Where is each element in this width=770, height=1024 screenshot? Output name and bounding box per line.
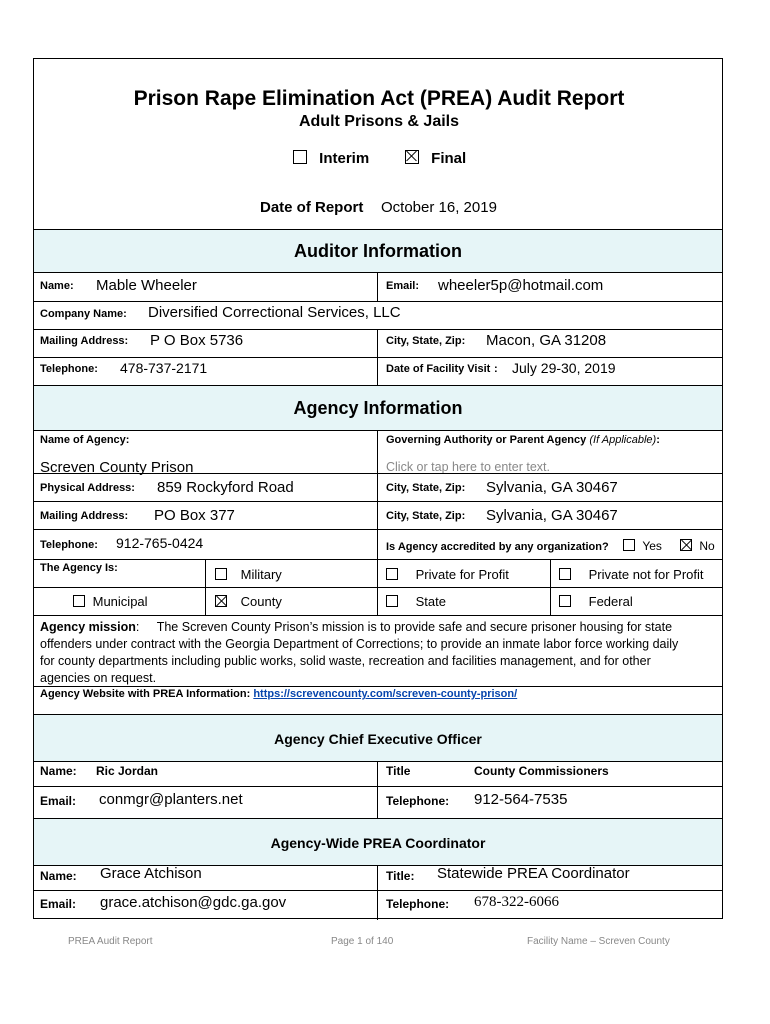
mailing-csz: Sylvania, GA 30467	[486, 507, 618, 524]
footer-right: Facility Name – Screven County	[527, 936, 670, 947]
physical-csz-label: City, State, Zip:	[386, 482, 466, 494]
physical-address-label: Physical Address:	[40, 482, 135, 494]
visit-date: July 29-30, 2019	[512, 360, 616, 376]
agency-mission: Agency mission: The Screven County Prison’s mission is to provide safe and secure prisoner housing for state offenders under contract with the Georgia Department of Corrections; to provide an inmate labor force working daily for county departments including public works, solid waste, recreation and facilities management, and for other agencies on request.	[40, 620, 679, 685]
ceo-phone-label: Telephone:	[386, 794, 450, 808]
coordinator-phone: 678-322-6066	[474, 894, 559, 910]
agency-mailing: PO Box 377	[154, 507, 235, 524]
agency-website-link[interactable]: https://screvencounty.com/screven-county-prison/	[253, 688, 518, 700]
military-checkbox[interactable]	[215, 568, 227, 580]
county-checkbox[interactable]	[215, 595, 227, 607]
ceo-title-label: Title	[386, 764, 411, 778]
agency-name: Screven County Prison	[40, 459, 194, 476]
coordinator-name: Grace Atchison	[100, 865, 202, 882]
auditor-email-label: Email:	[386, 280, 420, 292]
coordinator-title: Statewide PREA Coordinator	[437, 865, 630, 882]
federal-checkbox[interactable]	[559, 595, 571, 607]
auditor-csz-label: City, State, Zip:	[386, 335, 466, 347]
gov-authority-label: Governing Authority or Parent Agency (If Applicable):	[386, 434, 660, 446]
type-private-profit-option[interactable]: Private for Profit	[386, 567, 509, 582]
state-checkbox[interactable]	[386, 595, 398, 607]
type-military-option[interactable]: Military	[215, 567, 282, 582]
agency-mailing-label: Mailing Address:	[40, 510, 129, 522]
type-state-option[interactable]: State	[386, 594, 446, 609]
date-label: Date of Report	[260, 199, 364, 216]
date-value: October 16, 2019	[381, 199, 497, 216]
type-county-option[interactable]: County	[215, 594, 282, 609]
auditor-name-label: Name:	[40, 280, 74, 292]
final-option[interactable]	[405, 150, 466, 167]
website-label: Agency Website with PREA Information:	[40, 688, 251, 700]
ceo-email: conmgr@planters.net	[99, 791, 243, 808]
ceo-section-heading: Agency Chief Executive Officer	[34, 714, 722, 762]
mission-label: Agency mission	[40, 620, 136, 634]
ceo-phone: 912-564-7535	[474, 791, 568, 808]
accredited-label: Is Agency accredited by any organization?	[386, 541, 609, 553]
accredited-no-option[interactable]: No	[680, 539, 715, 553]
agency-is-label: The Agency Is:	[40, 562, 118, 574]
interim-checkbox[interactable]	[293, 150, 307, 164]
ceo-name: Ric Jordan	[96, 764, 159, 778]
gov-authority-input[interactable]: Click or tap here to enter text.	[386, 460, 550, 474]
coordinator-email: grace.atchison@gdc.ga.gov	[100, 894, 287, 911]
municipal-checkbox[interactable]	[73, 595, 85, 607]
coordinator-section-heading: Agency-Wide PREA Coordinator	[34, 818, 722, 866]
agency-name-label: Name of Agency:	[40, 434, 130, 446]
accredited-no-checkbox[interactable]	[680, 539, 692, 551]
auditor-mailing-label: Mailing Address:	[40, 335, 129, 347]
ceo-email-label: Email:	[40, 794, 77, 808]
coordinator-name-label: Name:	[40, 869, 77, 883]
company-name: Diversified Correctional Services, LLC	[148, 304, 401, 321]
ceo-name-label: Name:	[40, 764, 77, 778]
accredited-yes-checkbox[interactable]	[623, 539, 635, 551]
auditor-phone-label: Telephone:	[40, 363, 98, 375]
type-private-nonprofit-option[interactable]: Private not for Profit	[559, 567, 704, 582]
private-nonprofit-checkbox[interactable]	[559, 568, 571, 580]
final-label: Final	[431, 150, 467, 167]
auditor-csz: Macon, GA 31208	[486, 332, 607, 349]
physical-csz: Sylvania, GA 30467	[486, 479, 618, 496]
physical-address: 859 Rockyford Road	[157, 479, 294, 496]
report-subtitle: Adult Prisons & Jails	[298, 113, 460, 130]
mailing-csz-label: City, State, Zip:	[386, 510, 466, 522]
type-federal-option[interactable]: Federal	[559, 594, 633, 609]
auditor-name: Mable Wheeler	[96, 277, 197, 294]
accredited-yes-option[interactable]: Yes	[623, 539, 662, 553]
website-row	[40, 688, 517, 700]
auditor-mailing: P O Box 5736	[150, 332, 244, 349]
audit-report-page: Prison Rape Elimination Act (PREA) Audit Report Adult Prisons & Jails Interim Final Date of Report October 16, 2019 Auditor Information Name: Mable Wheeler Email: wheeler5p@hotmail.com Company Name: Diversified Correctional Services, LLC Mailing Address: P O Box 5736 City, State, Zip: Macon, GA 31208 Telephone: 478-737-2171 Date of Facility Visit : July 29-30, 2019 Agency Information Name of Agency: Screven County Prison Governing Authority or Parent Agency (If Applicable): Click or tap here to enter text. Physical Address: 859 Rockyford Road City, State, Zip: Sylvania, GA 30467 Mailing Address: PO Box 377 City, State, Zip: Sylvania, GA 30467 Telephone: 912-765-0424 Is Agency accredited by any organization? Yes No The Agency Is: Military Private for Profit Private not for Profit Municipal County State Federal Agency mission: The Screven County Prison’s mission is to provide safe and secure prisoner housing for state offenders under contract with the Georgia Department of Corrections; to provide an inmate labor force working daily for county departments including public works, solid waste, recreation and facilities management, and for other agencies on request. Agency Website with PREA Information: https://screvencounty.com/screven-county-prison/ Agency Chief Executive Officer Name: Ric Jordan Title County Commissioners Email: conmgr@planters.net Telephone: 912-564-7535 Agency-Wide PREA Coordinator Name: Grace Atchison Title: Statewide PREA Coordinator Email: grace.atchison@gdc.ga.gov Telephone: 678-322-6066	[33, 58, 723, 919]
footer-left: PREA Audit Report	[68, 936, 153, 947]
agency-phone-label: Telephone:	[40, 539, 98, 551]
company-label: Company Name:	[40, 308, 127, 320]
interim-option[interactable]	[293, 150, 369, 167]
coordinator-title-label: Title:	[386, 869, 415, 883]
type-municipal-option[interactable]: Municipal	[73, 594, 148, 609]
agency-section-heading: Agency Information	[34, 385, 722, 431]
auditor-email: wheeler5p@hotmail.com	[438, 277, 604, 294]
report-title: Prison Rape Elimination Act (PREA) Audit Report	[133, 87, 625, 110]
coordinator-email-label: Email:	[40, 897, 77, 911]
ceo-title: County Commissioners	[474, 764, 609, 778]
visit-date-label: Date of Facility Visit	[386, 363, 491, 375]
final-checkbox[interactable]	[405, 150, 419, 164]
footer-page-number: Page 1 of 140	[331, 936, 394, 947]
auditor-section-heading: Auditor Information	[34, 229, 722, 273]
auditor-phone: 478-737-2171	[120, 360, 208, 376]
coordinator-phone-label: Telephone:	[386, 897, 450, 911]
agency-phone: 912-765-0424	[116, 535, 204, 551]
interim-label: Interim	[319, 150, 370, 167]
private-profit-checkbox[interactable]	[386, 568, 398, 580]
